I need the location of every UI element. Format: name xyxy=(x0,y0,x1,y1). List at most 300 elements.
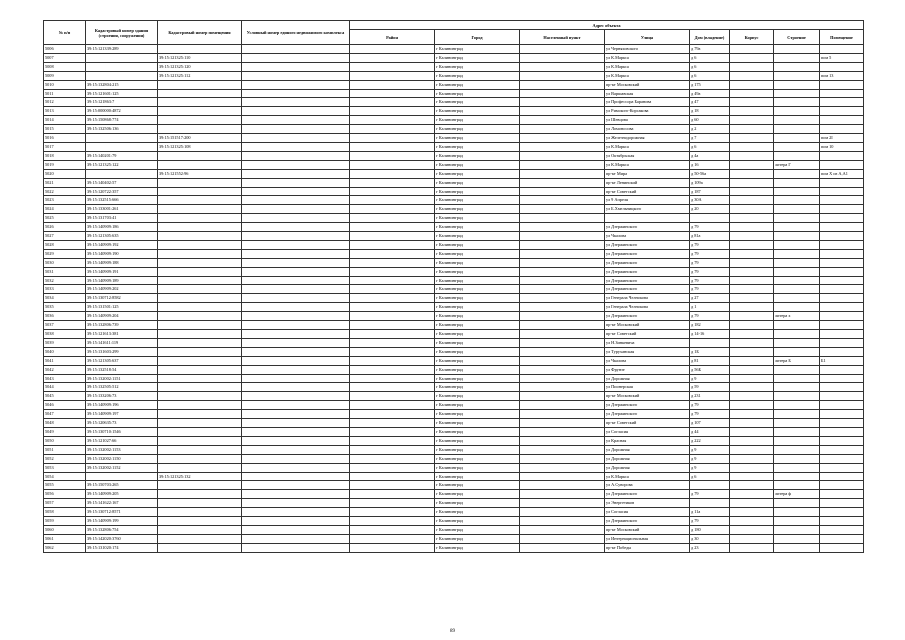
header-house: Дом (владение) xyxy=(690,30,730,45)
cell-building-cadastral: 39:15:132002:1153 xyxy=(86,445,158,454)
table-row xyxy=(44,543,864,552)
cell-block xyxy=(730,365,774,374)
cell-premise-cadastral xyxy=(158,285,242,294)
cell-city: г Калининград xyxy=(435,481,520,490)
cell-street: ул Профессора Баранова xyxy=(605,98,690,107)
cell-complex-number xyxy=(242,410,350,419)
cell-num: 5053 xyxy=(44,463,86,472)
cell-room xyxy=(820,80,864,89)
cell-block xyxy=(730,267,774,276)
cell-block xyxy=(730,232,774,241)
table-row xyxy=(44,427,864,436)
cell-settlement xyxy=(520,205,605,214)
cell-premise-cadastral xyxy=(158,116,242,125)
cell-settlement xyxy=(520,427,605,436)
cell-house: д 180 xyxy=(690,525,730,534)
table-row xyxy=(44,285,864,294)
cell-street: ул Шевцова xyxy=(605,116,690,125)
cell-house: д 9 xyxy=(690,463,730,472)
cell-room xyxy=(820,125,864,134)
cell-city: г Калининград xyxy=(435,294,520,303)
cell-district xyxy=(350,330,435,339)
cell-block xyxy=(730,481,774,490)
cell-room xyxy=(820,401,864,410)
cell-settlement xyxy=(520,285,605,294)
cell-block xyxy=(730,187,774,196)
cell-room xyxy=(820,187,864,196)
cell-house: д 6 xyxy=(690,472,730,481)
cell-room xyxy=(820,347,864,356)
table-header xyxy=(44,21,864,45)
cell-room xyxy=(820,517,864,526)
cell-street: ул Дзержинского xyxy=(605,276,690,285)
table-row xyxy=(44,445,864,454)
cell-structure xyxy=(774,543,820,552)
cell-city: г Калининград xyxy=(435,160,520,169)
cell-premise-cadastral: 39:15:121325:112 xyxy=(158,71,242,80)
cell-house: д 7 xyxy=(690,134,730,143)
cell-block xyxy=(730,142,774,151)
cell-structure xyxy=(774,71,820,80)
cell-house: д 79 xyxy=(690,249,730,258)
cell-block xyxy=(730,196,774,205)
cell-house: д 59 xyxy=(690,383,730,392)
cell-building-cadastral: 39:15:132806:754 xyxy=(86,525,158,534)
table-row xyxy=(44,125,864,134)
cell-district xyxy=(350,205,435,214)
cell-block xyxy=(730,445,774,454)
cell-house: д 47 xyxy=(690,98,730,107)
cell-structure xyxy=(774,285,820,294)
cell-num: 5046 xyxy=(44,401,86,410)
cell-district xyxy=(350,392,435,401)
cell-district xyxy=(350,169,435,178)
cell-street: пр-кт Мира xyxy=(605,169,690,178)
cell-city: г Калининград xyxy=(435,374,520,383)
cell-structure xyxy=(774,214,820,223)
cell-num: 5025 xyxy=(44,214,86,223)
cell-complex-number xyxy=(242,223,350,232)
cell-num: 5006 xyxy=(44,45,86,54)
cell-num: 5042 xyxy=(44,365,86,374)
cell-num: 5034 xyxy=(44,294,86,303)
cell-room xyxy=(820,383,864,392)
cell-building-cadastral: 39:15:142020:3760 xyxy=(86,534,158,543)
cell-settlement xyxy=(520,178,605,187)
cell-settlement xyxy=(520,107,605,116)
cell-district xyxy=(350,134,435,143)
cell-settlement xyxy=(520,525,605,534)
cell-complex-number xyxy=(242,356,350,365)
cell-complex-number xyxy=(242,160,350,169)
cell-complex-number xyxy=(242,196,350,205)
table-row xyxy=(44,472,864,481)
cell-structure xyxy=(774,116,820,125)
cell-city: г Калининград xyxy=(435,383,520,392)
cell-complex-number xyxy=(242,178,350,187)
cell-house: д 6 xyxy=(690,71,730,80)
cell-street: ул Железнодорожная xyxy=(605,134,690,143)
registry-table xyxy=(43,20,864,553)
cell-room xyxy=(820,294,864,303)
cell-complex-number xyxy=(242,205,350,214)
header-city: Город xyxy=(435,30,520,45)
table-row xyxy=(44,240,864,249)
table-row xyxy=(44,419,864,428)
cell-num: 5011 xyxy=(44,89,86,98)
header-complex-number: Условный номер единого недвижимого комплекса xyxy=(242,21,350,45)
cell-num: 5024 xyxy=(44,205,86,214)
cell-city: г Калининград xyxy=(435,232,520,241)
cell-num: 5029 xyxy=(44,249,86,258)
cell-structure xyxy=(774,321,820,330)
cell-building-cadastral: 39:15:132505:512 xyxy=(86,383,158,392)
cell-num: 5009 xyxy=(44,71,86,80)
cell-city: г Калининград xyxy=(435,525,520,534)
cell-block xyxy=(730,53,774,62)
cell-num: 5018 xyxy=(44,151,86,160)
cell-structure xyxy=(774,142,820,151)
cell-building-cadastral: 39:15:132002:1150 xyxy=(86,454,158,463)
registry-sheet xyxy=(43,20,863,553)
cell-premise-cadastral xyxy=(158,232,242,241)
table-row xyxy=(44,62,864,71)
cell-building-cadastral: 39:15:140402:57 xyxy=(86,178,158,187)
cell-street: ул Дзержинского xyxy=(605,267,690,276)
cell-complex-number xyxy=(242,365,350,374)
cell-settlement xyxy=(520,445,605,454)
cell-complex-number xyxy=(242,142,350,151)
cell-street: ул Красная xyxy=(605,436,690,445)
cell-structure xyxy=(774,187,820,196)
cell-num: 5056 xyxy=(44,490,86,499)
cell-street: ул Дзержинского xyxy=(605,258,690,267)
cell-house: д 79 xyxy=(690,312,730,321)
cell-building-cadastral: 39:15:140909:196 xyxy=(86,401,158,410)
header-address: Адрес объекта xyxy=(350,21,864,30)
cell-district xyxy=(350,71,435,80)
cell-city: г Калининград xyxy=(435,45,520,54)
cell-house: д 30А xyxy=(690,196,730,205)
cell-room xyxy=(820,196,864,205)
cell-block xyxy=(730,356,774,365)
cell-room xyxy=(820,374,864,383)
cell-room xyxy=(820,276,864,285)
cell-building-cadastral: 39:15:132518:54 xyxy=(86,365,158,374)
cell-premise-cadastral xyxy=(158,321,242,330)
cell-complex-number xyxy=(242,454,350,463)
cell-room xyxy=(820,321,864,330)
cell-premise-cadastral xyxy=(158,258,242,267)
cell-block xyxy=(730,160,774,169)
cell-complex-number xyxy=(242,249,350,258)
cell-house: д 79 xyxy=(690,267,730,276)
cell-num: 5045 xyxy=(44,392,86,401)
cell-structure xyxy=(774,303,820,312)
cell-structure xyxy=(774,196,820,205)
cell-structure xyxy=(774,338,820,347)
cell-street: ул Дзержинского xyxy=(605,401,690,410)
cell-settlement xyxy=(520,169,605,178)
cell-city: г Калининград xyxy=(435,187,520,196)
cell-room xyxy=(820,160,864,169)
cell-num: 5050 xyxy=(44,436,86,445)
cell-structure xyxy=(774,53,820,62)
table-row xyxy=(44,169,864,178)
cell-district xyxy=(350,499,435,508)
table-row xyxy=(44,223,864,232)
cell-complex-number xyxy=(242,62,350,71)
cell-premise-cadastral xyxy=(158,356,242,365)
table-row xyxy=(44,374,864,383)
cell-settlement xyxy=(520,534,605,543)
cell-building-cadastral: 39:15:133001:261 xyxy=(86,205,158,214)
cell-num: 5027 xyxy=(44,232,86,241)
cell-complex-number xyxy=(242,445,350,454)
cell-complex-number xyxy=(242,53,350,62)
cell-district xyxy=(350,436,435,445)
cell-district xyxy=(350,214,435,223)
cell-room: пом 10 xyxy=(820,142,864,151)
cell-house: д 50-56а xyxy=(690,169,730,178)
cell-settlement xyxy=(520,45,605,54)
cell-building-cadastral: 39:15:131020:174 xyxy=(86,543,158,552)
cell-street: ул Дзержинского xyxy=(605,240,690,249)
header-room: Помещение xyxy=(820,30,864,45)
cell-premise-cadastral: 39:15:121325:120 xyxy=(158,62,242,71)
cell-complex-number xyxy=(242,338,350,347)
cell-room xyxy=(820,454,864,463)
cell-block xyxy=(730,454,774,463)
cell-premise-cadastral xyxy=(158,454,242,463)
table-row xyxy=(44,312,864,321)
cell-district xyxy=(350,89,435,98)
cell-block xyxy=(730,98,774,107)
cell-num: 5057 xyxy=(44,499,86,508)
cell-structure xyxy=(774,232,820,241)
cell-building-cadastral: 39:15:133206:73 xyxy=(86,392,158,401)
cell-settlement xyxy=(520,196,605,205)
cell-block xyxy=(730,490,774,499)
cell-room: пом 2I xyxy=(820,134,864,143)
cell-block xyxy=(730,321,774,330)
cell-block xyxy=(730,178,774,187)
table-row xyxy=(44,525,864,534)
table-row xyxy=(44,45,864,54)
cell-house: д 79 xyxy=(690,410,730,419)
cell-street: ул Чкалова xyxy=(605,356,690,365)
cell-premise-cadastral xyxy=(158,223,242,232)
cell-room xyxy=(820,472,864,481)
cell-complex-number xyxy=(242,187,350,196)
cell-street: ул К.Маркса xyxy=(605,62,690,71)
cell-district xyxy=(350,365,435,374)
cell-building-cadastral: 39:15:140909:186 xyxy=(86,223,158,232)
cell-complex-number xyxy=(242,374,350,383)
cell-structure xyxy=(774,294,820,303)
cell-num: 5062 xyxy=(44,543,86,552)
cell-street: ул А.Суворова xyxy=(605,481,690,490)
cell-complex-number xyxy=(242,321,350,330)
cell-settlement xyxy=(520,98,605,107)
cell-num: 5060 xyxy=(44,525,86,534)
table-row xyxy=(44,116,864,125)
cell-complex-number xyxy=(242,347,350,356)
cell-premise-cadastral: 39:15:121325:108 xyxy=(158,142,242,151)
cell-street: ул Дзержинского xyxy=(605,223,690,232)
cell-district xyxy=(350,401,435,410)
cell-premise-cadastral xyxy=(158,525,242,534)
cell-structure xyxy=(774,98,820,107)
table-row xyxy=(44,134,864,143)
cell-street: ул Дзержинского xyxy=(605,410,690,419)
cell-complex-number xyxy=(242,436,350,445)
cell-room xyxy=(820,490,864,499)
cell-house: д 107 xyxy=(690,419,730,428)
cell-building-cadastral: 39:15:132002:1151 xyxy=(86,374,158,383)
cell-settlement xyxy=(520,338,605,347)
cell-district xyxy=(350,508,435,517)
cell-city: г Калининград xyxy=(435,89,520,98)
cell-num: 5028 xyxy=(44,240,86,249)
cell-building-cadastral: 39:15:131603:299 xyxy=(86,347,158,356)
cell-street: ул К.Маркса xyxy=(605,53,690,62)
cell-premise-cadastral xyxy=(158,427,242,436)
cell-building-cadastral: 39:15:131703:41 xyxy=(86,214,158,223)
cell-complex-number xyxy=(242,481,350,490)
cell-house: д 44 xyxy=(690,427,730,436)
cell-building-cadastral xyxy=(86,53,158,62)
cell-num: 5012 xyxy=(44,98,86,107)
cell-complex-number xyxy=(242,125,350,134)
cell-complex-number xyxy=(242,490,350,499)
cell-settlement xyxy=(520,508,605,517)
cell-district xyxy=(350,196,435,205)
cell-street: пр-кт Советский xyxy=(605,187,690,196)
cell-premise-cadastral: 39:15:121325:110 xyxy=(158,53,242,62)
cell-district xyxy=(350,160,435,169)
cell-district xyxy=(350,151,435,160)
cell-room xyxy=(820,45,864,54)
cell-room xyxy=(820,543,864,552)
table-row xyxy=(44,98,864,107)
cell-premise-cadastral xyxy=(158,160,242,169)
cell-street: ул Дорожная xyxy=(605,445,690,454)
cell-num: 5052 xyxy=(44,454,86,463)
cell-street: пр-кт Московский xyxy=(605,525,690,534)
cell-num: 5051 xyxy=(44,445,86,454)
cell-city: г Калининград xyxy=(435,53,520,62)
cell-premise-cadastral xyxy=(158,240,242,249)
cell-settlement xyxy=(520,543,605,552)
cell-city: г Калининград xyxy=(435,490,520,499)
cell-settlement xyxy=(520,356,605,365)
cell-building-cadastral xyxy=(86,134,158,143)
cell-house: д 79 xyxy=(690,276,730,285)
cell-city: г Калининград xyxy=(435,151,520,160)
cell-district xyxy=(350,525,435,534)
cell-settlement xyxy=(520,267,605,276)
cell-room: Б1 xyxy=(820,356,864,365)
cell-complex-number xyxy=(242,463,350,472)
cell-num: 5031 xyxy=(44,267,86,276)
cell-district xyxy=(350,223,435,232)
cell-building-cadastral: 39:15:140909:205 xyxy=(86,490,158,499)
cell-premise-cadastral xyxy=(158,436,242,445)
cell-structure xyxy=(774,169,820,178)
cell-structure xyxy=(774,134,820,143)
cell-city: г Калининград xyxy=(435,178,520,187)
cell-room xyxy=(820,365,864,374)
cell-premise-cadastral xyxy=(158,98,242,107)
table-row xyxy=(44,142,864,151)
cell-settlement xyxy=(520,517,605,526)
cell-structure xyxy=(774,240,820,249)
cell-room xyxy=(820,312,864,321)
cell-building-cadastral: 39:15:140909:192 xyxy=(86,240,158,249)
cell-street: ул Согласия xyxy=(605,508,690,517)
cell-house: д 79 xyxy=(690,517,730,526)
cell-premise-cadastral xyxy=(158,294,242,303)
cell-room xyxy=(820,249,864,258)
table-row xyxy=(44,178,864,187)
cell-premise-cadastral xyxy=(158,534,242,543)
cell-house: д 27 xyxy=(690,294,730,303)
cell-house: д 9 xyxy=(690,454,730,463)
cell-district xyxy=(350,383,435,392)
cell-room xyxy=(820,534,864,543)
cell-settlement xyxy=(520,276,605,285)
cell-complex-number xyxy=(242,98,350,107)
cell-street: пр-кт Советский xyxy=(605,419,690,428)
cell-settlement xyxy=(520,249,605,258)
cell-settlement xyxy=(520,258,605,267)
cell-settlement xyxy=(520,160,605,169)
cell-premise-cadastral xyxy=(158,410,242,419)
cell-street: ул Дорожная xyxy=(605,374,690,383)
cell-block xyxy=(730,525,774,534)
header-street: Улица xyxy=(605,30,690,45)
cell-block xyxy=(730,303,774,312)
cell-room xyxy=(820,89,864,98)
cell-complex-number xyxy=(242,383,350,392)
cell-room xyxy=(820,258,864,267)
cell-street: пр-кт Московский xyxy=(605,80,690,89)
cell-building-cadastral: 39:15:140909:199 xyxy=(86,517,158,526)
cell-structure xyxy=(774,401,820,410)
cell-city: г Калининград xyxy=(435,107,520,116)
cell-settlement xyxy=(520,62,605,71)
cell-num: 5022 xyxy=(44,187,86,196)
cell-num: 5016 xyxy=(44,134,86,143)
cell-complex-number xyxy=(242,232,350,241)
cell-district xyxy=(350,490,435,499)
cell-district xyxy=(350,53,435,62)
cell-block xyxy=(730,214,774,223)
table-row xyxy=(44,356,864,365)
cell-building-cadastral: 39:15:150703:265 xyxy=(86,481,158,490)
cell-block xyxy=(730,134,774,143)
cell-num: 5017 xyxy=(44,142,86,151)
cell-street: ул Пионерская xyxy=(605,383,690,392)
cell-building-cadastral: 39:15:120635:73 xyxy=(86,419,158,428)
cell-num: 5043 xyxy=(44,374,86,383)
cell-street: ул Дорожная xyxy=(605,454,690,463)
cell-city: г Калининград xyxy=(435,205,520,214)
table-row xyxy=(44,508,864,517)
cell-house: д 222 xyxy=(690,436,730,445)
cell-premise-cadastral xyxy=(158,80,242,89)
